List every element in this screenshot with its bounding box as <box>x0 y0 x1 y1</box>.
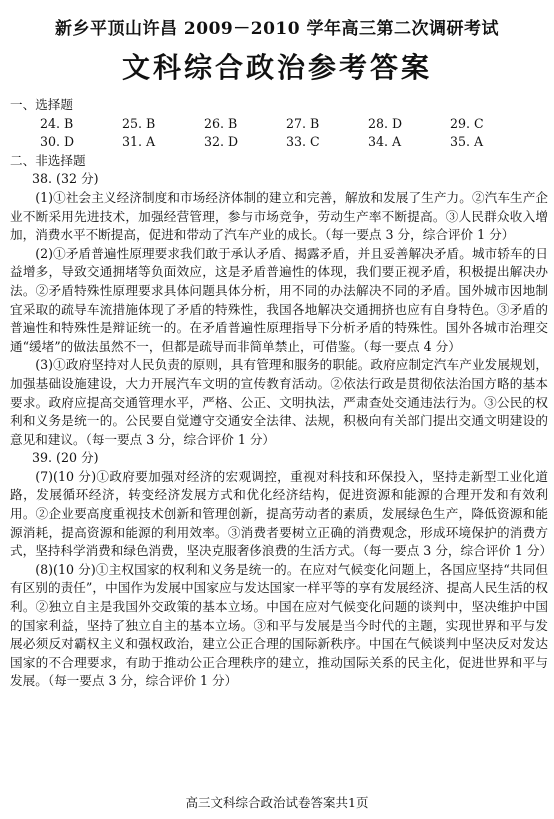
mc-answer: 27. B <box>286 115 320 131</box>
mc-answer: 33. C <box>286 134 320 150</box>
mc-answer: 28. D <box>368 115 403 131</box>
answer-39-part-8: (8)(10 分)①主权国家的权利和义务是统一的。在应对气候变化问题上，各国应坚持“共同但有区别的责任”，中国作为发展中国家应与发达国家一样平等的享有发展经济、提高人民生活的权利。②独立自主是我国外交政策的基本立场。中国在应对气候变化问题的谈判中，坚决维护中国的国家利益，坚持了独立自主的基本立场。③和平与发展是当今时代的主题，实现世界和平与发展必须反对霸权主义和强权政治，建立公正合理的国际新秩序。中国在气候谈判中坚决反对发达国家的不合理要求，有助于推动公正合理秩序的建立，推动国际关系的民主化，促进世界和平与发展。（每一要点 3 分，综合评价 1 分） <box>10 561 548 689</box>
mc-answer: 32. D <box>204 134 239 150</box>
question-39-heading: 39. (20 分) <box>32 450 99 466</box>
answer-38-part-3: (3)①政府坚持对人民负责的原则，具有管理和服务的职能。政府应制定汽车产业发展规划，加强基础设施建设，大力开展汽车文明的宣传教育活动。②依法行政是贯彻依法治国方略的基本要求。政府应提高交通管理水平，严格、公正、文明执法，严肃查处交通违法行为。③公民的权利和义务是统一的。公民要自觉遵守交通安全法律、法规，积极向有关部门提出交通文明建设的意见和建议。（每一要点 3 分，综合评价 1 分） <box>10 357 548 447</box>
mc-answer: 24. B <box>40 115 74 131</box>
section-non-choice-heading: 二、非选择题 <box>10 152 86 168</box>
mc-answers-row-2 <box>10 133 548 152</box>
answer-39-part-7: (7)(10 分)①政府要加强对经济的宏观调控，重视对科技和环保投入，坚持走新型工业化道路，发展循环经济，转变经济发展方式和优化经济结构，促进资源和能源的合理开发和有效利用。②企业要高度重视技术创新和管理创新，提高劳动者的素质，发展绿色生产，降低资源和能源消耗，提高资源和能源的利用效率。③消费者要树立正确的消费观念，形成环境保护的消费方式，坚持科学消费和绿色消费，坚决克服奢侈浪费的生活方式。（每一要点 3 分，综合评价 1 分） <box>10 468 553 559</box>
page-title: 文科综合政治参考答案 <box>121 51 432 84</box>
answer-content <box>10 96 553 691</box>
mc-answer: 25. B <box>122 115 156 131</box>
mc-answer: 35. A <box>450 134 484 150</box>
answer-38-part-1: (1)①社会主义经济制度和市场经济体制的建立和完善，解放和发展了生产力。②汽车生产企业不断采用先进技术，加强经营管理，参与市场竞争，劳动生产率不断提高。③人民群众收入增加，消费水平不断提高，促进和带动了汽车产业的成长。（每一要点 3 分，综合评价 1 分） <box>10 189 548 243</box>
mc-answers-row-1 <box>10 115 548 134</box>
mc-answer: 30. D <box>40 134 75 150</box>
mc-answer: 31. A <box>122 134 156 150</box>
exam-header: 新乡平顶山许昌 2009－2010 学年高三第二次调研考试 <box>55 19 499 39</box>
mc-answer: 26. B <box>204 115 238 131</box>
question-38-heading: 38. (32 分) <box>32 171 99 187</box>
section-multiple-choice-heading: 一、选择题 <box>10 97 73 112</box>
page-footer: 高三文科综合政治试卷答案共1页 <box>185 795 369 810</box>
mc-answer: 29. C <box>450 115 484 131</box>
answer-38-part-2: (2)①矛盾普遍性原理要求我们敢于承认矛盾、揭露矛盾，并且妥善解决矛盾。城市轿车的日益增多，导致交通拥堵等负面效应，这是矛盾普遍性的体现，我们要正视矛盾，积极提出解决办法。②矛盾特殊性原理要求具体问题具体分析，用不同的办法解决不同的矛盾。国外城市因地制宜采取的疏导车流措施体现了矛盾的特殊性，我国各地解决交通拥挤也应有自身特色。③矛盾的普遍性和特殊性是辩证统一的。在矛盾普遍性原理指导下分析矛盾的特殊性。国外各城市治理交通“缓堵”的做法虽然不一，但都是疏导而非简单禁止，可借鉴。（每一要点 4 分） <box>10 245 548 354</box>
mc-answer: 34. A <box>368 134 402 150</box>
